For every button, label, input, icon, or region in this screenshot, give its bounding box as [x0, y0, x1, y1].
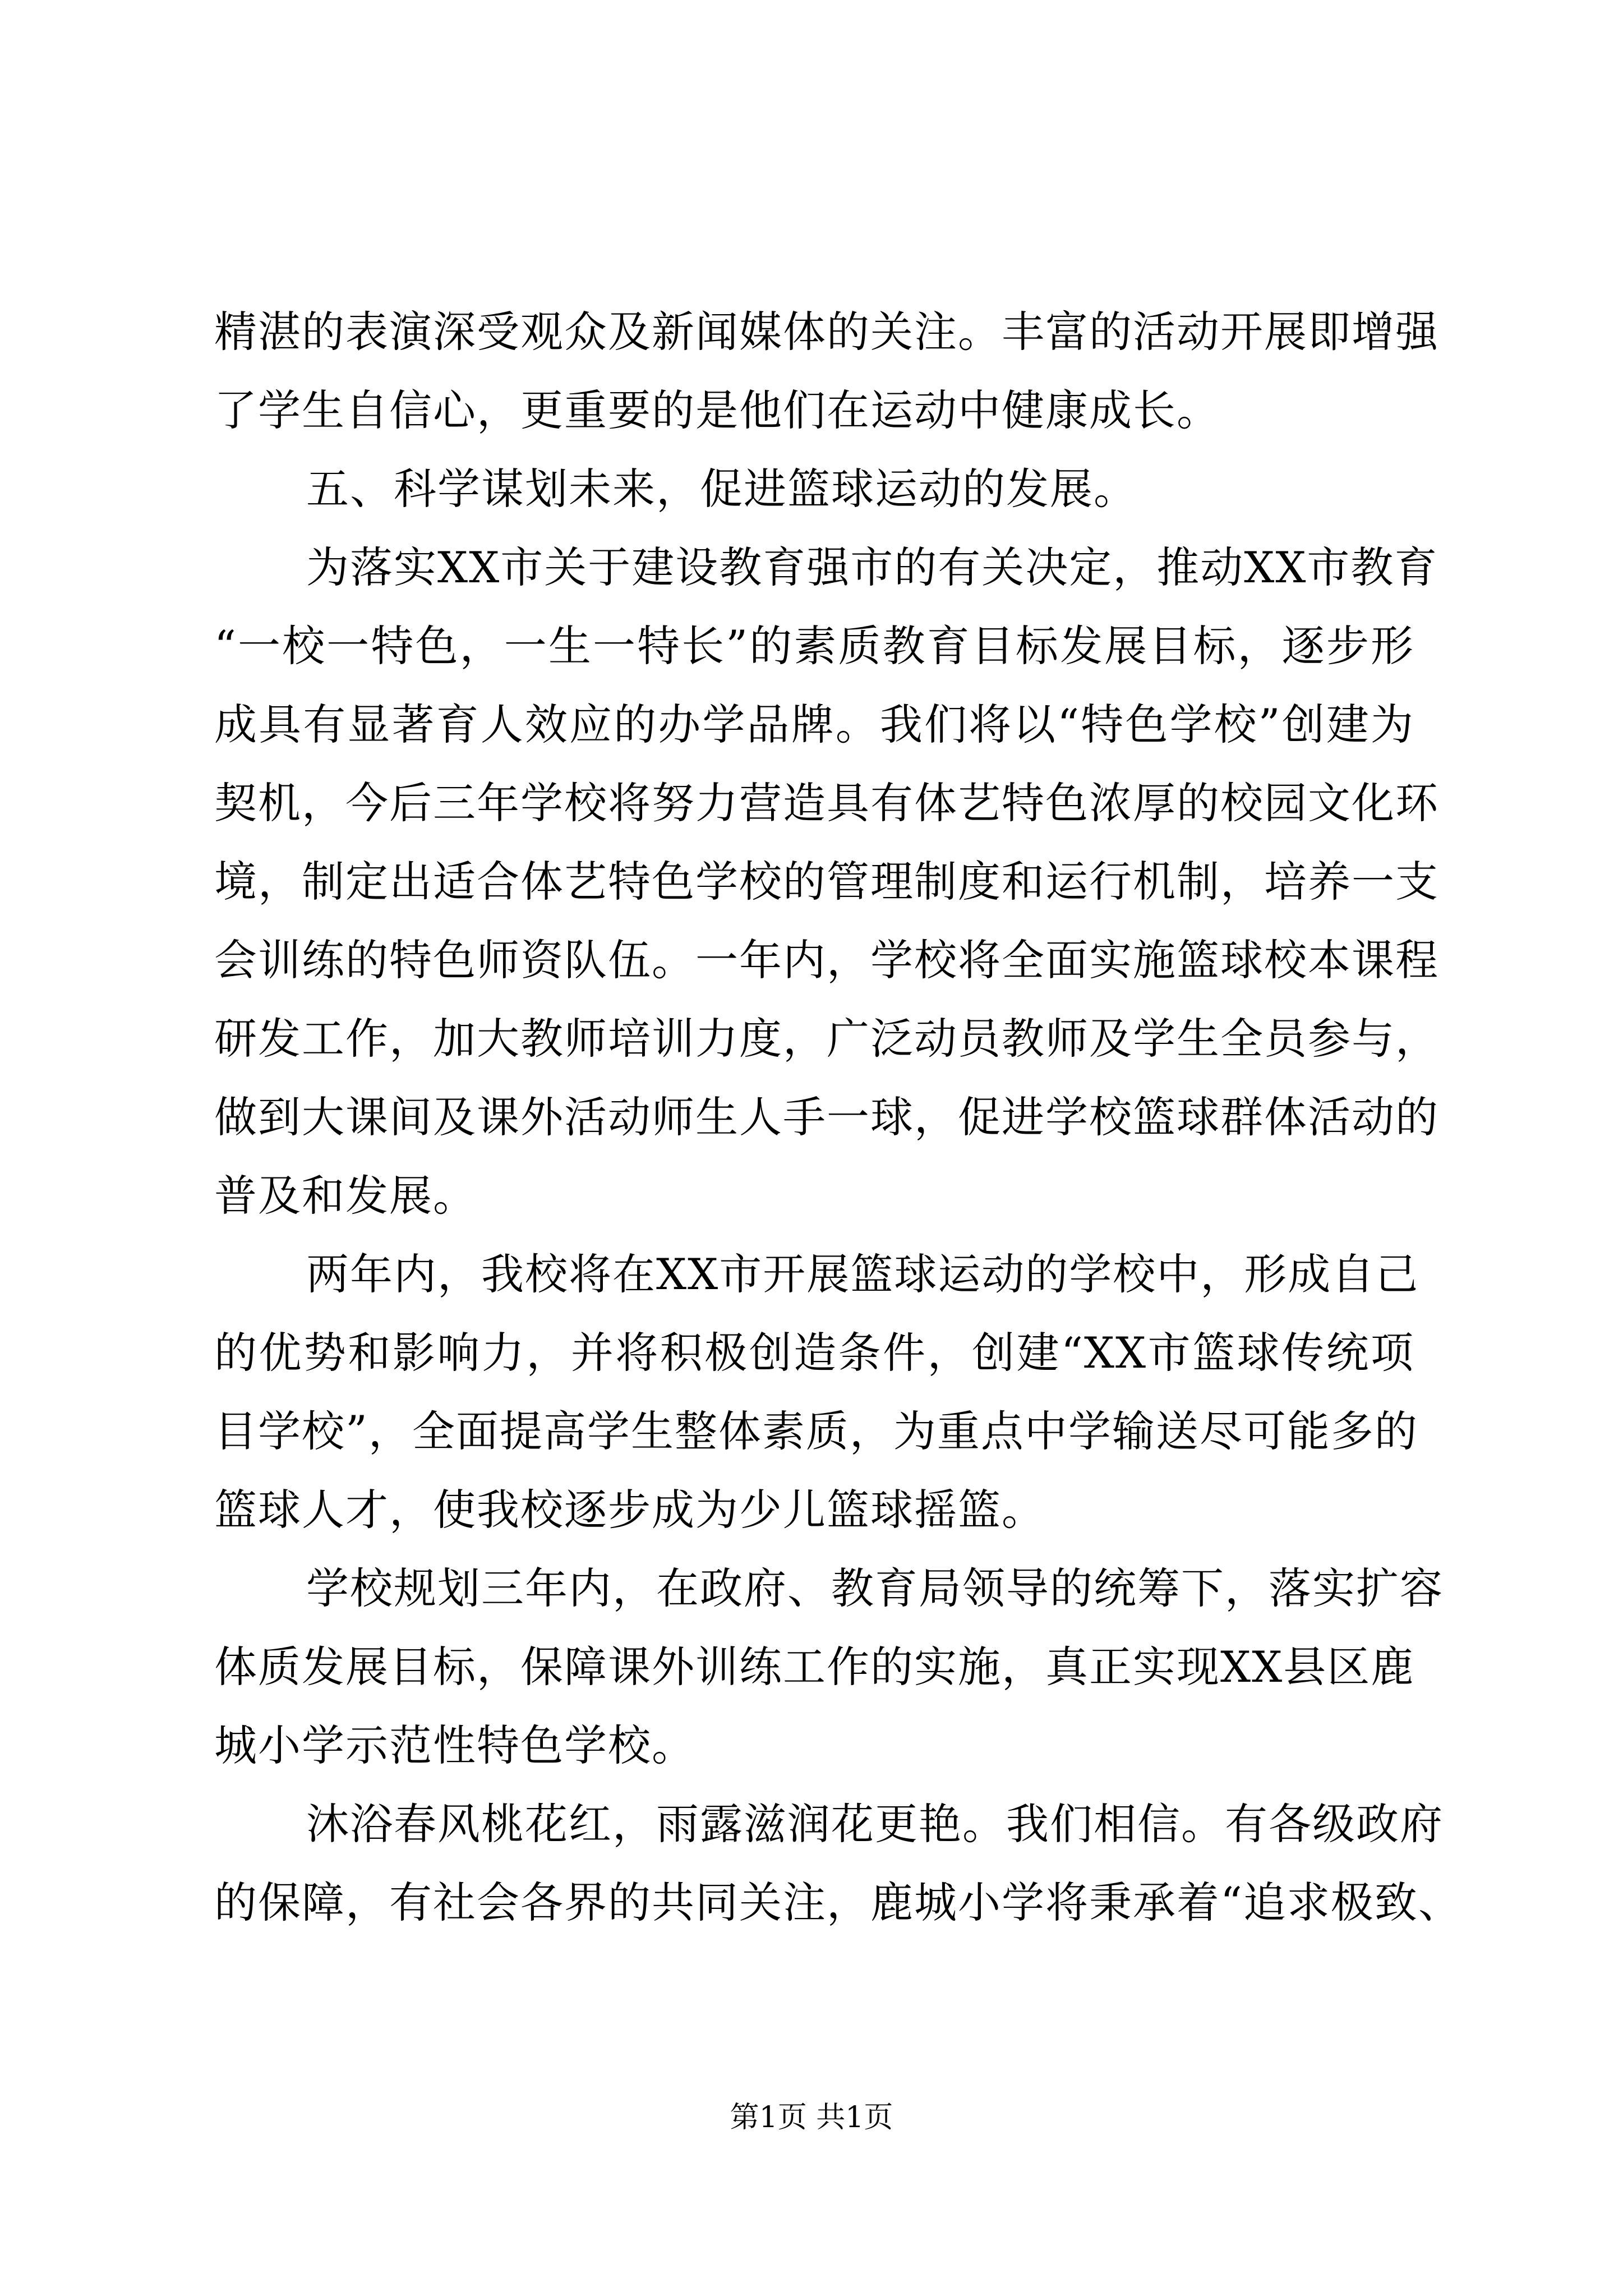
text-line: 两年内，我校将在XX市开展篮球运动的学校中，形成自己: [306, 1249, 1419, 1299]
text-line: 为落实XX市关于建设教育强市的有关决定，推动XX市教育: [306, 542, 1438, 592]
text-line: 篮球人才，使我校逐步成为少儿篮球摇篮。: [214, 1485, 1045, 1535]
text-line: 目学校”，全面提高学生整体素质，为重点中学输送尽可能多的: [214, 1406, 1418, 1456]
text-line: 研发工作，加大教师培训力度，广泛动员教师及学生全员参与，: [214, 1014, 1439, 1064]
text-line: 会训练的特色师资队伍。一年内，学校将全面实施篮球校本课程: [214, 935, 1439, 985]
text-line: 普及和发展。: [214, 1171, 477, 1221]
text-line: 了学生自信心，更重要的是他们在运动中健康成长。: [214, 385, 1220, 435]
text-line: 的保障，有社会各界的共同关注，鹿城小学将秉承着“追求极致、: [214, 1878, 1462, 1927]
document-body: [214, 293, 1462, 1942]
text-line: 的优势和影响力，并将积极创造条件，创建“XX市篮球传统项: [214, 1328, 1414, 1378]
text-line: 体质发展目标，保障课外训练工作的实施，真正实现XX县区鹿: [214, 1642, 1415, 1692]
text-line: “一校一特色，一生一特长”的素质教育目标发展目标，逐步形: [214, 621, 1414, 671]
text-line: 学校规划三年内，在政府、教育局领导的统筹下，落实扩容: [306, 1563, 1444, 1613]
text-line: 做到大课间及课外活动师生人手一球，促进学校篮球群体活动的: [214, 1092, 1439, 1142]
text-line: 境，制定出适合体艺特色学校的管理制度和运行机制，培养一支: [214, 857, 1439, 907]
text-line: 成具有显著育人效应的办学品牌。我们将以“特色学校”创建为: [214, 700, 1414, 749]
text-line: 沐浴春风桃花红，雨露滋润花更艳。我们相信。有各级政府: [306, 1799, 1444, 1849]
text-line: 城小学示范性特色学校。: [214, 1720, 695, 1770]
page-footer: 第1页 共1页: [730, 2101, 893, 2134]
text-line: 契机，今后三年学校将努力营造具有体艺特色浓厚的校园文化环: [214, 778, 1439, 828]
text-line: 精湛的表演深受观众及新闻媒体的关注。丰富的活动开展即增强: [214, 307, 1439, 357]
text-line: 五、科学谋划未来，促进篮球运动的发展。: [306, 464, 1137, 514]
